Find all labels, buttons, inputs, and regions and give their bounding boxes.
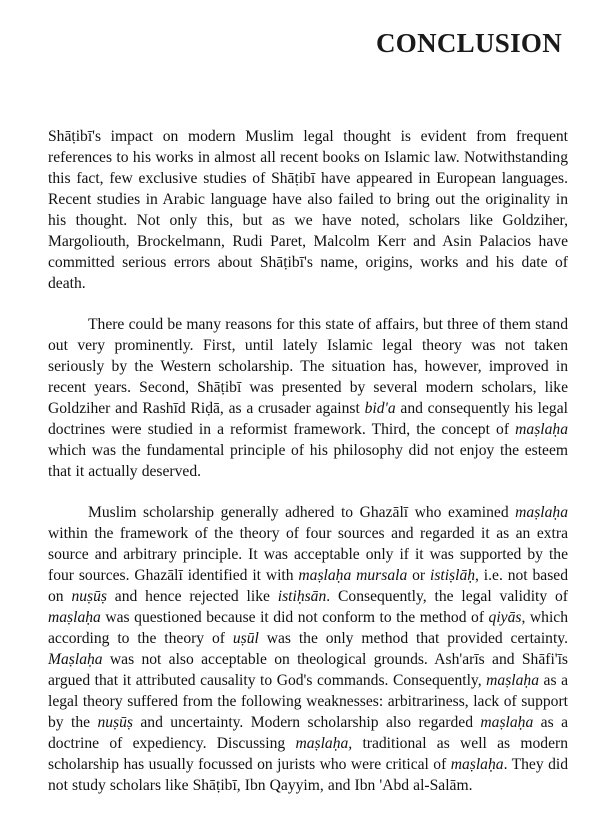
text-run: . They did not study scholars like Shāṭibī, Ibn Qayyim, and Ibn 'Abd al-Salām. [48, 756, 568, 794]
body-text [48, 126, 568, 816]
italic-term: maṣlaḥa [515, 504, 568, 521]
text-run: was questioned because it did not conform to the method of [100, 609, 489, 626]
text-run: or [407, 567, 430, 584]
text-run: within the framework of the theory of four sources and regarded it as an extra source and arbitrary principle. It was acceptable only if it was supported by the four sources. Ghazālī identified it with [48, 525, 568, 584]
text-run: traditional as well as modern scholarship has usually focussed on jurists who were critical of [48, 735, 569, 773]
italic-term: nuṣūṣ [71, 588, 107, 605]
paragraph-2 [48, 314, 568, 482]
italic-term: qiyās [488, 609, 522, 626]
text-run: and hence rejected like [106, 588, 278, 605]
text-run: Muslim scholarship generally adhered to Ghazālī who examined [88, 504, 516, 521]
italic-term: maṣlaḥa [480, 714, 534, 731]
italic-term: maṣlaḥa, [295, 735, 353, 752]
italic-term: maṣlaḥa [486, 672, 540, 689]
italic-term: maṣlaḥa [48, 609, 101, 626]
text-run: and uncertainty. Modern scholarship also regarded [132, 714, 481, 731]
text-run: and consequently his legal doctrines were studied in a reformist framework. Third, the concept of [48, 400, 568, 438]
italic-term: maṣlaḥa [515, 421, 568, 438]
text-run: was the only method that provided certainty. [258, 630, 568, 647]
italic-term: nuṣūṣ [97, 714, 133, 731]
italic-term: istiḥsān [277, 588, 327, 605]
italic-term: maṣlaḥa mursala [298, 567, 408, 584]
italic-term: uṣūl [232, 630, 259, 647]
text-run: There could be many reasons for this state of affairs, but three of them stand out very prominently. First, until lately Islamic legal theory was not taken seriously by the Western scholarship. The situation has, however, improved in recent years. Second, Shāṭibī was presented by several modern scholars, like Goldziher and Rashīd Riḍā, as a crusader against [48, 316, 568, 417]
text-run: as a doctrine of expediency. Discussing [48, 714, 568, 752]
italic-term: bid'a [364, 400, 396, 417]
paragraph-1 [48, 126, 568, 294]
paragraph-3 [48, 502, 568, 796]
text-run: . Consequently, the legal validity of [326, 588, 568, 605]
italic-term: maṣlaḥa [450, 756, 504, 773]
text-run: , which according to the theory of [48, 609, 568, 647]
text-run: , i.e. not based on [48, 567, 568, 605]
text-run: Shāṭibī's impact on modern Muslim legal thought is evident from frequent references to his works in almost all recent books on Islamic law. Notwithstanding this fact, few exclusive studies of Shāṭibī have appeared in European languages. Recent studies in Arabic language have also failed to bring out the originality in his thought. Not only this, but as we have noted, scholars like Goldziher, Margoliouth, Brockelmann, Rudi Paret, Malcolm Kerr and Asin Palacios have committed serious errors about Shāṭibī's name, origins, works and his date of death. [48, 128, 568, 292]
chapter-heading: CONCLUSION [375, 28, 562, 58]
text-run: which was the fundamental principle of his philosophy did not enjoy the esteem that it actually deserved. [48, 442, 568, 480]
italic-term: Maṣlaḥa [48, 651, 103, 668]
text-run: as a legal theory suffered from the following weaknesses: arbitrariness, lack of support by the [48, 672, 568, 731]
text-run: was not also acceptable on theological grounds. Ash'arīs and Shāfi'īs argued that it attributed causality to God's commands. Consequently, [48, 651, 568, 689]
italic-term: istiṣlāḥ [429, 567, 476, 584]
